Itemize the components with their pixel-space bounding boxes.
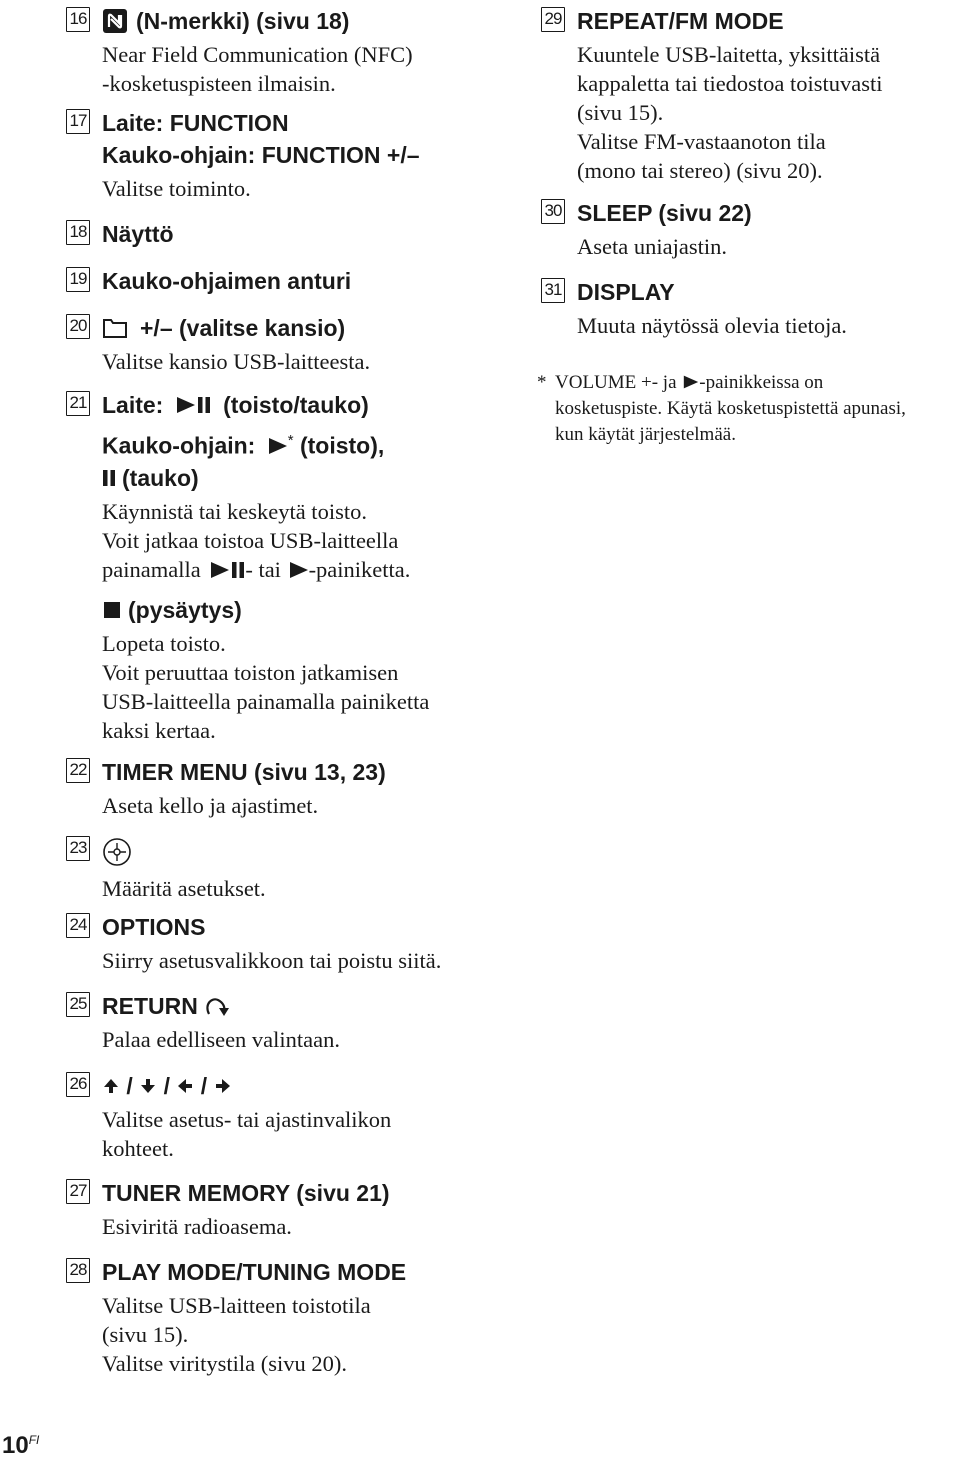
item-number: 30 xyxy=(541,199,565,224)
item-title: PLAY MODE/TUNING MODE xyxy=(102,1259,407,1285)
item-title: +/– (valitse kansio) xyxy=(140,315,346,341)
item-desc-line: Valitse toiminto. xyxy=(102,176,251,201)
item-desc-line: (sivu 15). xyxy=(577,100,664,125)
item-title-prefix: Laite: xyxy=(102,392,164,418)
item-number: 22 xyxy=(66,758,90,783)
play-icon xyxy=(683,374,699,390)
item-title: Kauko-ohjain: FUNCTION +/– xyxy=(102,142,420,168)
folder-icon xyxy=(102,317,128,339)
item-number: 20 xyxy=(66,314,90,339)
item-number: 25 xyxy=(66,992,90,1017)
item-desc-line: Palaa edelliseen valintaan. xyxy=(102,1027,341,1052)
pause-icon xyxy=(231,560,245,580)
footnote-text: -painikkeissa on xyxy=(699,372,824,393)
item-desc-line: Kuuntele USB-laitetta, yksittäistä xyxy=(577,42,881,67)
item-desc-line: (sivu 15). xyxy=(102,1322,189,1347)
item-desc-line: kappaletta tai tiedostoa toistuvasti xyxy=(577,71,883,96)
return-icon xyxy=(204,994,232,1018)
item-desc-line: Valitse kansio USB-laitteesta. xyxy=(102,349,371,374)
item-number: 23 xyxy=(66,836,90,861)
arrow-down-icon xyxy=(139,1077,157,1095)
footnote-text: kun käytät järjestelmää. xyxy=(555,424,736,445)
n-mark-icon xyxy=(102,8,128,34)
item-desc-line: Valitse viritystila (sivu 20). xyxy=(102,1351,347,1376)
stop-icon xyxy=(102,600,122,620)
separator: / xyxy=(163,1073,170,1099)
item-number: 21 xyxy=(66,391,90,416)
item-number: 16 xyxy=(66,7,90,32)
item-desc-line: Aseta kello ja ajastimet. xyxy=(102,793,319,818)
item-title: SLEEP (sivu 22) xyxy=(577,200,752,226)
item-number: 26 xyxy=(66,1072,90,1097)
pause-icon xyxy=(102,468,116,488)
item-desc-line: -kosketuspisteen ilmaisin. xyxy=(102,71,336,96)
play-icon xyxy=(210,560,230,580)
item-desc-line: Valitse asetus- tai ajastinvalikon xyxy=(102,1107,392,1132)
item-title: Laite: FUNCTION xyxy=(102,110,289,136)
item-title-prefix: Kauko-ohjain: xyxy=(102,432,256,459)
footnote-text: VOLUME +- ja xyxy=(555,372,677,393)
item-title-suffix: (toisto/tauko) xyxy=(223,392,369,418)
item-desc-line: USB-laitteella painamalla painiketta xyxy=(102,688,430,714)
footnote-marker: * xyxy=(287,432,294,449)
item-number: 27 xyxy=(66,1179,90,1204)
footnote-text: kosketuspiste. Käytä kosketuspistettä apunasi, xyxy=(555,398,906,419)
item-desc-line: Valitse USB-laitteen toistotila xyxy=(102,1293,371,1318)
page-number xyxy=(2,1432,39,1460)
item-title: RETURN xyxy=(102,993,198,1019)
item-title: DISPLAY xyxy=(577,279,675,305)
item-desc-line: kaksi kertaa. xyxy=(102,717,216,743)
item-number: 18 xyxy=(66,220,90,245)
item-number: 29 xyxy=(541,7,565,32)
separator: / xyxy=(126,1073,133,1099)
item-title: REPEAT/FM MODE xyxy=(577,8,784,34)
item-number: 17 xyxy=(66,109,90,134)
item-desc-line: Käynnistä tai keskeytä toisto. xyxy=(102,498,367,524)
item-desc-suffix: -painiketta. xyxy=(308,556,411,582)
arrow-left-icon xyxy=(176,1077,194,1095)
item-title-suffix: (tauko) xyxy=(122,464,199,491)
page-language: FI xyxy=(28,1433,40,1447)
item-title: OPTIONS xyxy=(102,914,206,940)
item-desc-line: Muuta näytössä olevia tietoja. xyxy=(577,313,847,338)
item-desc-mid: - tai xyxy=(245,556,281,582)
item-desc-line: Near Field Communication (NFC) xyxy=(102,42,413,67)
item-desc-line: Siirry asetusvalikkoon tai poistu siitä. xyxy=(102,948,442,973)
item-title: TUNER MEMORY (sivu 21) xyxy=(102,1180,390,1206)
arrow-up-icon xyxy=(102,1077,120,1095)
play-icon xyxy=(289,560,309,580)
item-number: 31 xyxy=(541,278,565,303)
page-number-value: 10 xyxy=(2,1432,29,1459)
play-icon xyxy=(176,395,196,415)
item-number: 24 xyxy=(66,913,90,938)
item-desc-line: Määritä asetukset. xyxy=(102,875,266,901)
footnote xyxy=(537,370,906,448)
item-desc-line: Voit peruuttaa toiston jatkamisen xyxy=(102,659,399,685)
item-number: 19 xyxy=(66,267,90,292)
item-title-suffix: (toisto), xyxy=(299,432,385,459)
enter-icon xyxy=(102,837,132,867)
item-desc-line: Valitse FM-vastaanoton tila xyxy=(577,129,826,154)
item-desc-line: Esiviritä radioasema. xyxy=(102,1214,292,1239)
item-desc-line: (mono tai stereo) (sivu 20). xyxy=(577,158,823,183)
item-number: 28 xyxy=(66,1258,90,1283)
item-desc-line: Lopeta toisto. xyxy=(102,630,226,656)
pause-icon xyxy=(197,395,211,415)
item-title: Kauko-ohjaimen anturi xyxy=(102,268,352,294)
item-title: (pysäytys) xyxy=(128,596,242,623)
item-title: (N-merkki) (sivu 18) xyxy=(136,8,350,34)
item-desc-line: kohteet. xyxy=(102,1136,174,1161)
item-title: TIMER MENU (sivu 13, 23) xyxy=(102,759,386,785)
arrow-right-icon xyxy=(214,1077,232,1095)
play-icon xyxy=(268,436,288,456)
separator: / xyxy=(200,1073,208,1099)
item-title: Näyttö xyxy=(102,221,174,247)
footnote-marker: * xyxy=(537,372,547,393)
item-desc-line: Aseta uniajastin. xyxy=(577,234,727,259)
item-desc-line: Voit jatkaa toistoa USB-laitteella xyxy=(102,527,399,553)
item-desc-prefix: painamalla xyxy=(102,556,201,582)
